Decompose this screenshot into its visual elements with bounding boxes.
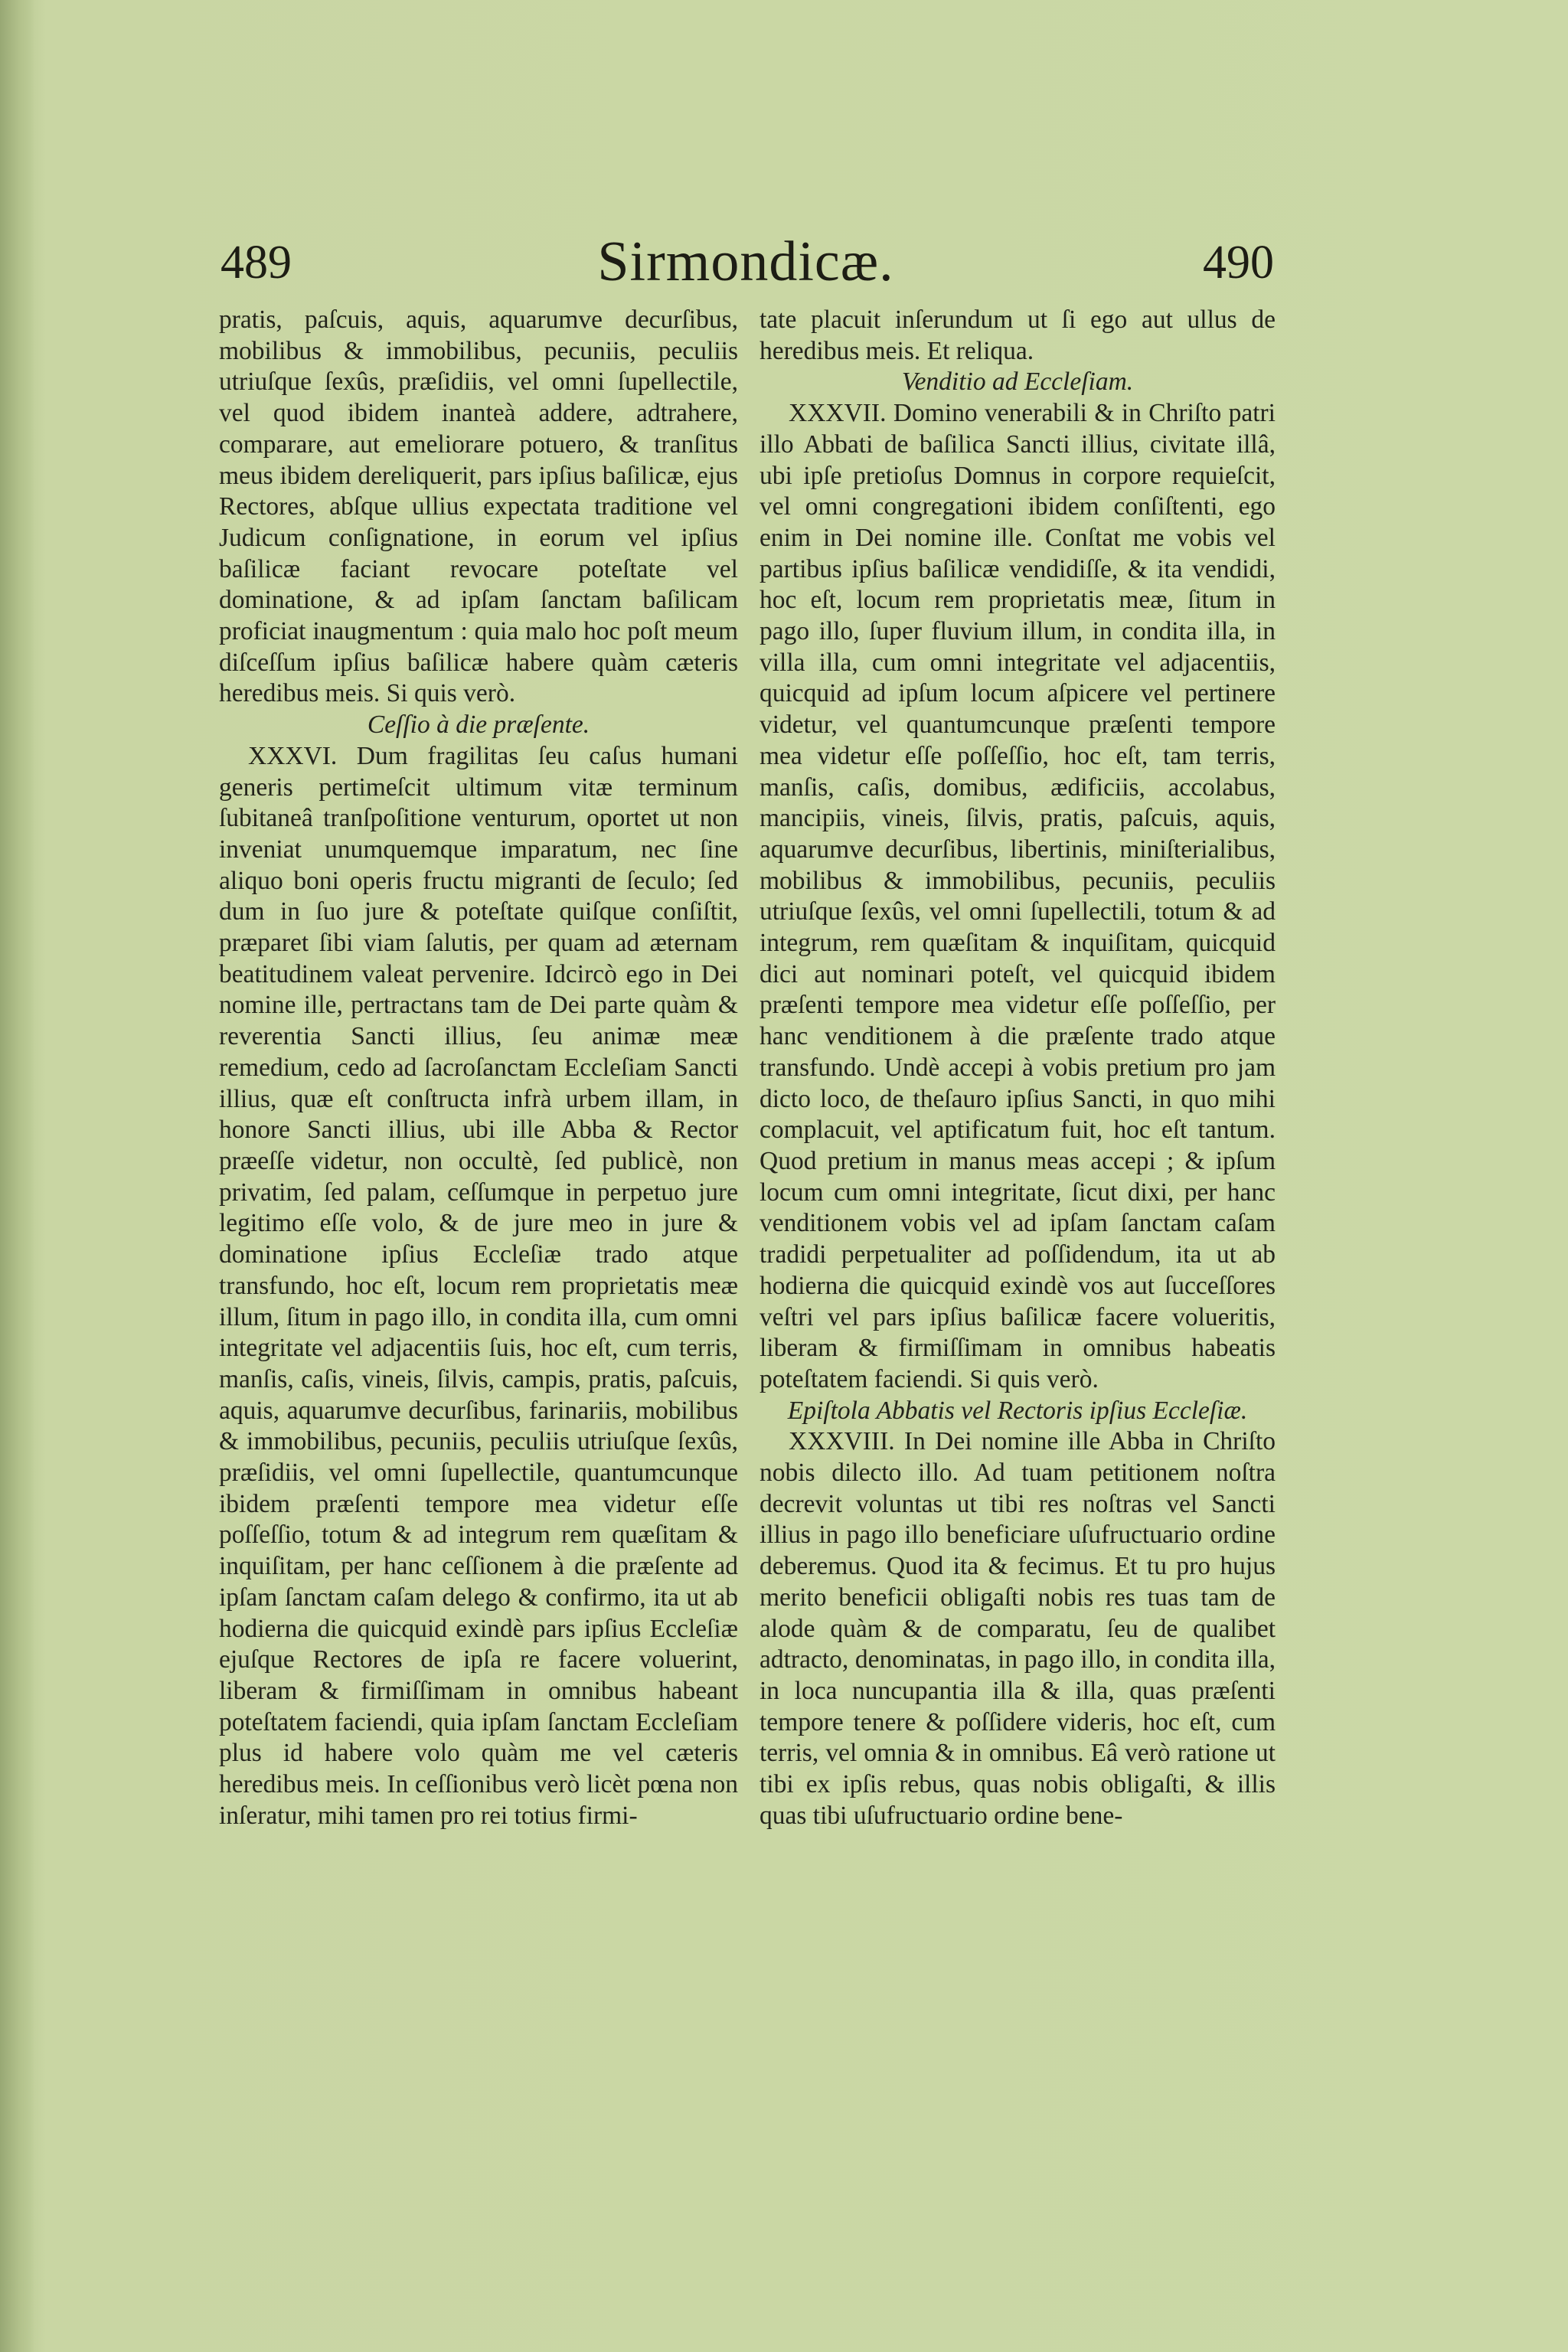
paragraph-xxxvi: XXXVI. Dum fragilitas ſeu caſus humani generis pertimeſcit ultimum vitæ terminum ſubitaneâ tranſpoſitione venturum, oportet ut non inveniat unumquemque imparatum, nec ſine aliquo boni operis fructu migranti de ſeculo; ſed dum in ſuo jure & poteſtate quiſque conſiſtit, præparet ſibi viam ſalutis, per quam ad æternam beatitudinem valeat pervenire. Idcircò ego in Dei nomine ille, pertractans tam de Dei parte quàm & reverentia Sancti illius, ſeu animæ meæ remedium, cedo ad ſacroſanctam Eccleſiam Sancti illius, quæ eſt conſtructa infrà urbem illam, in honore Sancti illius, ubi ille Abba & Rector præeſſe videtur, non occultè, ſed publicè, non privatim, ſed palam, ceſſumque in perpetuo jure legitimo eſſe volo, & de jure meo in jure & dominatione ipſius Eccleſiæ trado atque transfundo, hoc eſt, locum rem proprietatis meæ illum, ſitum in pago illo, in condita illa, cum omni integritate vel adjacentiis ſuis, hoc eſt, cum terris, manſis, caſis, vineis, ſilvis, campis, pratis, paſcuis, aquis, aquarumve decurſibus, farinariis, mobilibus & immobilibus, pecuniis, peculiis utriuſque ſexûs, præſidiis, vel omni ſupellectile, quantumcunque ibidem præſenti tempore mea videtur eſſe poſſeſſio, totum & ad integrum rem quæſitam & inquiſitam, per hanc ceſſionem à die præſente ad ipſam ſanctam caſam delego & confirmo, ita ut ab hodierna die quicquid exindè pars ipſius Eccleſiæ ejuſque Rectores de ipſa re facere voluerint, liberam & firmiſſimam in omnibus habeant poteſtatem faciendi, quia ipſam ſanctam Eccleſiam plus id habere volo quàm me vel cæteris heredibus meis. In ceſſionibus verò licèt pœna non inſeratur, mihi tamen pro rei totius firmi- — [219, 741, 738, 1830]
right-column — [760, 305, 1276, 1831]
running-title: Sirmondicæ. — [597, 230, 894, 293]
page-header — [217, 230, 1274, 299]
section-heading-epistola: Epiſtola Abbatis vel Rectoris ipſius Eccleſiæ. — [787, 1396, 1248, 1425]
paragraph-continuation-right: tate placuit inſerundum ut ſi ego aut ullus de heredibus meis. Et reliqua. — [760, 305, 1276, 365]
paragraph-xxxviii: XXXVIII. In Dei nomine ille Abba in Chriſto nobis dilecto illo. Ad tuam petitionem noſtra decrevit voluntas ut tibi res noſtras vel Sancti illius in pago illo beneficiare uſufructuario ordine deberemus. Quod ita & fecimus. Et tu pro hujus merito beneficii obligaſti nobis res tuas tam de alode quàm & de comparatu, ſeu de qualibet adtracto, denominatas, in pago illo, in condita illa, in loca nuncupantia illa & illa, quas præſenti tempore tenere & poſſidere videris, hoc eſt, cum terris, vel omnia & in omnibus. Eâ verò ratione ut tibi ex ipſis rebus, quas nobis obligaſti, & illis quas tibi uſufructuario ordine bene- — [760, 1427, 1276, 1830]
gutter-shadow — [0, 0, 35, 2352]
paragraph-xxxvii: XXXVII. Domino venerabili & in Chriſto patri illo Abbati de baſilica Sancti illius, civitate illâ, ubi ipſe pretioſus Domnus in corpore requieſcit, vel omni congregationi ibidem conſiſtenti, ego enim in Dei nomine ille. Conſtat me vobis vel partibus ipſius baſilicæ vendidiſſe, & ita vendidi, hoc eſt, locum rem proprietatis meæ, ſitum in pago illo, ſuper fluvium illum, in condita illa, in villa illa, cum omni integritate vel adjacentiis, quicquid ad ipſum locum aſpicere vel pertinere videtur, vel quantumcunque præſenti tempore mea videtur eſſe poſſeſſio, hoc eſt, tam terris, manſis, caſis, domibus, ædificiis, accolabus, mancipiis, vineis, ſilvis, pratis, paſcuis, aquis, aquarumve decurſibus, libertinis, miniſterialibus, mobilibus & immobilibus, pecuniis, peculiis utriuſque ſexûs, vel omni ſupellectili, totum & ad integrum, rem quæſitam & inquiſitam, quicquid dici aut nominari poteſt, vel quicquid ibidem præſenti tempore mea videtur eſſe poſſeſſio, per hanc venditionem à die præſente trado atque transfundo. Undè accepi à vobis pretium pro jam dicto loco, de theſauro ipſius Sancti, in quo mihi complacuit, vel aptificatum fuit, hoc eſt tantum. Quod pretium in manus meas accepi ; & ipſum locum cum omni integritate, ſicut dixi, per hanc venditionem vobis vel ad ipſam ſanctam caſam tradidi perpetualiter ad poſſidendum, ita ut ab hodierna die quicquid exindè vos aut ſucceſſores veſtri vel pars ipſius baſilicæ facere volueritis, liberam & firmiſſimam in omnibus habeatis poteſtatem faciendi. Si quis verò. — [760, 399, 1276, 1393]
left-page-number: 489 — [220, 237, 292, 289]
section-heading-cessio: Ceſſio à die præſente. — [367, 710, 590, 740]
section-heading-venditio: Venditio ad Eccleſiam. — [901, 368, 1134, 397]
paragraph-continuation: pratis, paſcuis, aquis, aquarumve decurſibus, mobilibus & immobilibus, pecuniis, peculiis utriuſque ſexûs, præſidiis, vel omni ſupellectile, vel quod ibidem inanteà addere, adtrahere, comparare, aut emeliorare potuero, & tranſitus meus ibidem dereliquerit, pars ipſius baſilicæ, ejus Rectores, abſque ullius expectata traditione vel Judicum conſignatione, in eorum vel ipſius baſilicæ faciant revocare poteſtate vel dominatione, & ad ipſam ſanctam baſilicam proficiat inaugmentum : quia malo hoc poſt meum diſceſſum ipſius baſilicæ habere quàm cæteris heredibus meis. Si quis verò. — [219, 305, 738, 708]
left-column — [219, 305, 738, 1831]
right-page-number: 490 — [1203, 237, 1274, 289]
